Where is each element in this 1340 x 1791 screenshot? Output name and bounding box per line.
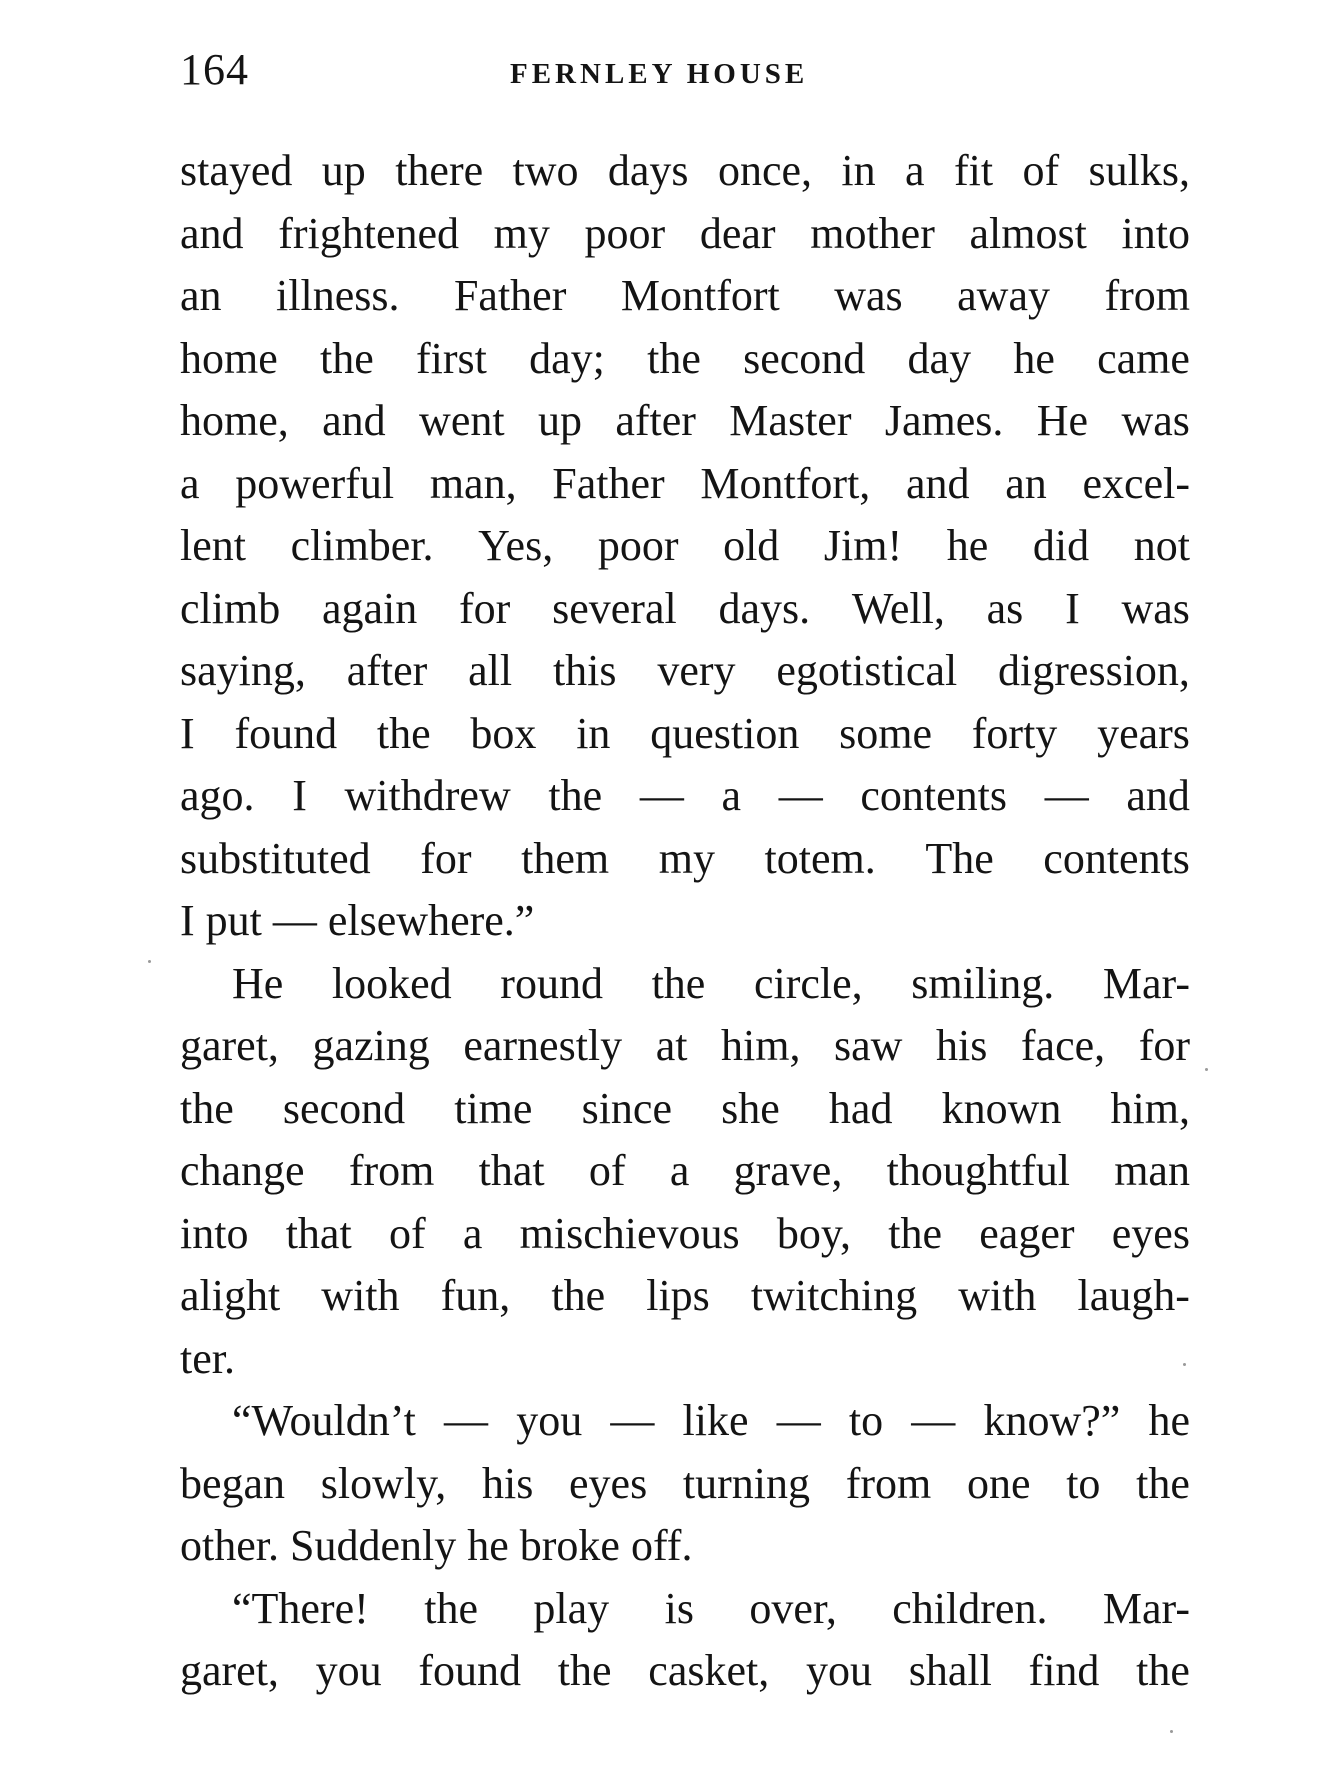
text-line: into that of a mischievous boy, the eager eyes xyxy=(180,1208,1190,1258)
text-line: began slowly, his eyes turning from one to the xyxy=(180,1458,1190,1508)
text-line: I put — elsewhere.” xyxy=(180,896,535,945)
text-line: the second time since she had known him, xyxy=(180,1083,1190,1133)
paper-speck xyxy=(1183,1363,1186,1366)
text-line: “There! the play is over, children. Mar- xyxy=(232,1583,1190,1633)
paper-speck xyxy=(148,960,151,963)
text-line: I found the box in question some forty years xyxy=(180,708,1190,758)
page-number: 164 xyxy=(180,45,249,94)
body-text xyxy=(180,140,1190,1703)
text-line: a powerful man, Father Montfort, and an excel- xyxy=(180,458,1190,508)
text-line: garet, gazing earnestly at him, saw his face, for xyxy=(180,1021,1190,1070)
text-line: “Wouldn’t — you — like — to — know?” he xyxy=(232,1396,1190,1445)
text-line: saying, after all this very egotistical digression, xyxy=(180,646,1190,695)
text-line: home the first day; the second day he came xyxy=(180,333,1190,383)
page-header xyxy=(180,44,1190,114)
text-line: garet, you found the casket, you shall find the xyxy=(180,1646,1190,1695)
text-line: change from that of a grave, thoughtful man xyxy=(180,1146,1190,1195)
text-line: ago. I withdrew the — a — contents — and xyxy=(180,771,1190,820)
text-line: home, and went up after Master James. He was xyxy=(180,396,1190,445)
text-line: He looked round the circle, smiling. Mar- xyxy=(232,958,1190,1008)
paper-speck xyxy=(1170,1730,1173,1733)
text-line: climb again for several days. Well, as I was xyxy=(180,583,1190,633)
text-line: stayed up there two days once, in a fit of sulks, xyxy=(180,146,1190,195)
text-line: an illness. Father Montfort was away from xyxy=(180,271,1190,320)
paper-speck xyxy=(1205,1068,1208,1071)
text-line: lent climber. Yes, poor old Jim! he did not xyxy=(180,521,1190,570)
text-line: other. Suddenly he broke off. xyxy=(180,1521,693,1570)
text-line: ter. xyxy=(180,1333,235,1383)
text-line: alight with fun, the lips twitching with laugh- xyxy=(180,1271,1190,1320)
text-line: and frightened my poor dear mother almost into xyxy=(180,208,1190,258)
running-title: FERNLEY HOUSE xyxy=(510,58,809,90)
text-line: substituted for them my totem. The contents xyxy=(180,833,1190,883)
